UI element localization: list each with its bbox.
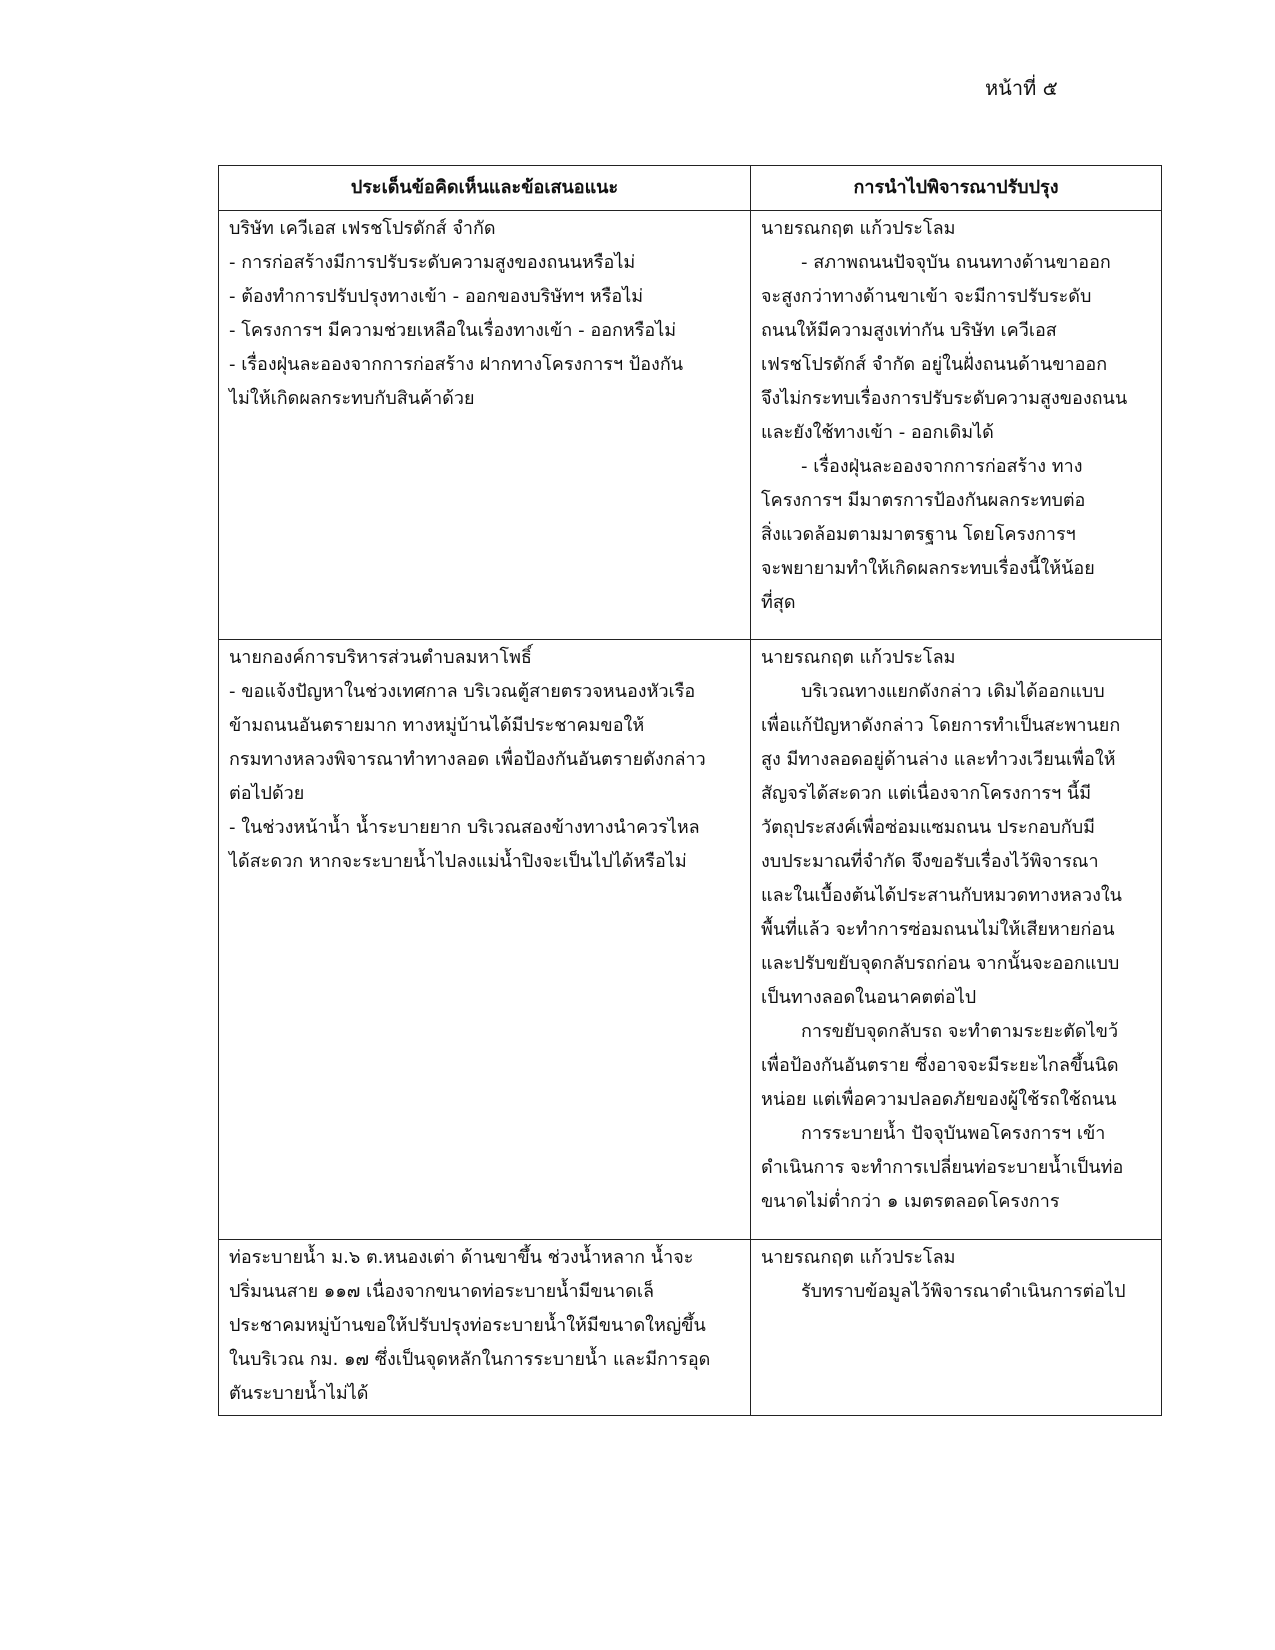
table-row [219,211,1162,640]
response-speaker: นายรณกฤต แก้วประโลม [761,218,956,239]
response-line: และปรับขยับจุดกลับรถก่อน จากนั้นจะออกแบบ [761,953,1120,974]
comment-line: ท่อระบายน้ำ ม.๖ ต.หนองเต่า ด้านขาขึ้น ช่วงน้ำหลาก น้ำจะ [229,1247,694,1268]
response-line: สูง มีทางลอดอยู่ด้านล่าง และทำวงเวียนเพื่อให้ [761,749,1116,770]
header-consideration: การนำไปพิจารณาปรับปรุง [751,166,1162,211]
response-line: สัญจรได้สะดวก แต่เนื่องจากโครงการฯ นี้มี [761,783,1092,804]
response-line: เพื่อแก้ปัญหาดังกล่าว โดยการทำเป็นสะพานยก [761,715,1121,736]
response-line: ที่สุด [761,592,796,613]
response-cell [751,211,1162,640]
comment-line: - การก่อสร้างมีการปรับระดับความสูงของถนนหรือไม่ [229,252,636,273]
response-line: เพื่อป้องกันอันตราย ซึ่งอาจจะมีระยะไกลขึ้นนิด [761,1055,1119,1076]
comment-line: - โครงการฯ มีความช่วยเหลือในเรื่องทางเข้า - ออกหรือไม่ [229,320,677,341]
response-line: เป็นทางลอดในอนาคตต่อไป [761,987,977,1008]
response-line: - สภาพถนนปัจจุบัน ถนนทางด้านขาออก [801,252,1111,273]
comment-line: ในบริเวณ กม. ๑๗ ซึ่งเป็นจุดหลักในการระบายน้ำ และมีการอุด [229,1349,711,1370]
response-line: รับทราบข้อมูลไว้พิจารณาดำเนินการต่อไป [801,1281,1126,1302]
page-number: หน้าที่ ๕ [985,76,1058,100]
response-speaker: นายรณกฤต แก้วประโลม [761,1247,956,1268]
response-line: บริเวณทางแยกดังกล่าว เดิมได้ออกแบบ [801,681,1105,702]
comment-line: กรมทางหลวงพิจารณาทำทางลอด เพื่อป้องกันอันตรายดังกล่าว [229,749,706,770]
comment-line: ไม่ให้เกิดผลกระทบกับสินค้าด้วย [229,388,475,409]
comment-line: ได้สะดวก หากจะระบายน้ำไปลงแม่น้ำปิงจะเป็นไปได้หรือไม่ [229,851,687,872]
comment-line: - ในช่วงหน้าน้ำ น้ำระบายยาก บริเวณสองข้างทางนำควรไหล [229,817,700,838]
comment-line: ปริ่มนนสาย ๑๑๗ เนื่องจากขนาดท่อระบายน้ำมีขนาดเล็ [229,1281,655,1302]
comment-cell [219,1240,751,1416]
response-line: จะพยายามทำให้เกิดผลกระทบเรื่องนี้ให้น้อย [761,558,1095,579]
comment-line: - ต้องทำการปรับปรุงทางเข้า - ออกของบริษัทฯ หรือไม่ [229,286,644,307]
response-line: งบประมาณที่จำกัด จึงขอรับเรื่องไว้พิจารณา [761,851,1099,872]
response-speaker: นายรณกฤต แก้วประโลม [761,647,956,668]
header-comments: ประเด็นข้อคิดเห็นและข้อเสนอแนะ [219,166,751,211]
response-line: หน่อย แต่เพื่อความปลอดภัยของผู้ใช้รถใช้ถนน [761,1089,1117,1110]
comment-line: บริษัท เควีเอส เฟรชโปรดักส์ จำกัด [229,218,496,239]
comment-line: ข้ามถนนอันตรายมาก ทางหมู่บ้านได้มีประชาคมขอให้ [229,715,645,736]
comment-line: ต่อไปด้วย [229,783,305,804]
response-cell [751,1240,1162,1416]
comment-line: - เรื่องฝุ่นละอองจากการก่อสร้าง ฝากทางโครงการฯ ป้องกัน [229,354,684,375]
response-line: การระบายน้ำ ปัจจุบันพอโครงการฯ เข้า [801,1123,1106,1144]
response-line: และยังใช้ทางเข้า - ออกเดิมได้ [761,422,994,443]
comment-line: ประชาคมหมู่บ้านขอให้ปรับปรุงท่อระบายน้ำให้มีขนาดใหญ่ขึ้น [229,1315,706,1336]
comment-line: - ขอแจ้งปัญหาในช่วงเทศกาล บริเวณตู้สายตรวจหนองหัวเรือ [229,681,696,702]
response-line: ดำเนินการ จะทำการเปลี่ยนท่อระบายน้ำเป็นท่อ [761,1157,1124,1178]
response-line: สิ่งแวดล้อมตามมาตรฐาน โดยโครงการฯ [761,524,1076,545]
response-line: โครงการฯ มีมาตรการป้องกันผลกระทบต่อ [761,490,1086,511]
comments-table [218,165,1162,1416]
response-line: จึงไม่กระทบเรื่องการปรับระดับความสูงของถนน [761,388,1128,409]
response-line: วัตถุประสงค์เพื่อซ่อมแซมถนน ประกอบกับมี [761,817,1095,838]
response-line: ขนาดไม่ต่ำกว่า ๑ เมตรตลอดโครงการ [761,1191,1060,1212]
response-line: พื้นที่แล้ว จะทำการซ่อมถนนไม่ให้เสียหายก่อน [761,919,1115,940]
response-line: เฟรชโปรดักส์ จำกัด อยู่ในฝั่งถนนด้านขาออก [761,354,1108,375]
comment-cell [219,640,751,1240]
response-cell [751,640,1162,1240]
comment-cell [219,211,751,640]
table-header-row [219,166,1162,211]
table-row [219,640,1162,1240]
response-line: ถนนให้มีความสูงเท่ากัน บริษัท เควีเอส [761,320,1057,341]
response-line: การขยับจุดกลับรถ จะทำตามระยะตัดไขว้ [801,1021,1119,1042]
response-line: และในเบื้องต้นได้ประสานกับหมวดทางหลวงใน [761,885,1122,906]
response-line: - เรื่องฝุ่นละอองจากการก่อสร้าง ทาง [801,456,1083,477]
comment-line: ตันระบายน้ำไม่ได้ [229,1383,369,1404]
response-line: จะสูงกว่าทางด้านขาเข้า จะมีการปรับระดับ [761,286,1092,307]
table-row [219,1240,1162,1416]
comment-line: นายกองค์การบริหารส่วนตำบลมหาโพธิ์ [229,647,532,668]
